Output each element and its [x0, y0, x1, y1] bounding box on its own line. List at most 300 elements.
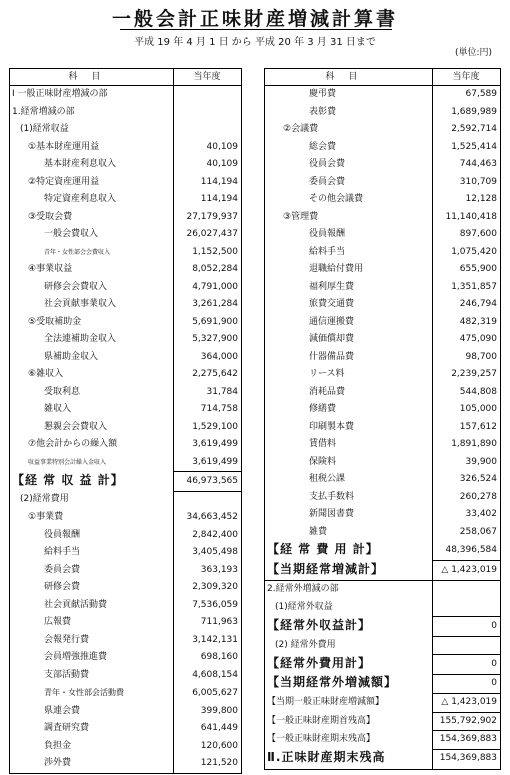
row-amount: 363,193 [200, 564, 238, 575]
table-row [10, 104, 242, 122]
left-rows [10, 86, 242, 774]
row-label-text: 什器備品費 [309, 351, 355, 362]
row-label [10, 191, 174, 209]
row-amount: 26,027,437 [186, 229, 238, 239]
row-label [265, 617, 433, 637]
row-label-text: 【当期経常外増減額】 [267, 675, 398, 689]
row-amount [174, 86, 242, 104]
row-label [10, 121, 174, 139]
row-label-text: 負担金 [44, 740, 72, 751]
row-label-text: 【経常外収益計】 [267, 617, 372, 632]
row-label-text: 会報発行費 [44, 634, 90, 645]
table-row [265, 174, 501, 192]
row-amount: 1,891,890 [451, 439, 497, 449]
row-label [265, 674, 433, 694]
row-label [10, 384, 174, 402]
row-label [265, 121, 433, 139]
unit-label: (単位:円) [454, 48, 492, 58]
row-label [10, 209, 174, 227]
row-label-text: (2) 経常外費用 [275, 639, 336, 650]
row-amount: 48,396,584 [445, 544, 497, 555]
row-amount: 258,067 [459, 526, 497, 537]
table-row [265, 366, 501, 384]
row-label-text: 雑費 [309, 526, 328, 537]
table-row [10, 703, 242, 721]
row-amount: 1,351,857 [451, 281, 497, 292]
row-label [265, 541, 433, 561]
row-label-text: ⑦他会計からの繰入額 [28, 439, 118, 449]
row-label-text: 【当期経常増減計】 [267, 561, 385, 576]
table-row [265, 581, 501, 599]
row-label [265, 331, 433, 349]
row-amount: 641,449 [200, 723, 238, 733]
row-label [10, 544, 174, 562]
row-label [10, 139, 174, 157]
row-label [10, 314, 174, 332]
table-row [265, 694, 501, 713]
table-row [265, 191, 501, 209]
row-label [265, 156, 433, 174]
row-amount: 12,128 [465, 194, 497, 204]
row-label [10, 755, 174, 773]
row-label [10, 226, 174, 244]
table-row [10, 244, 242, 262]
row-amount: 7,536,059 [192, 599, 238, 610]
table-row [265, 541, 501, 561]
statement-table-left [9, 68, 242, 774]
row-amount: 3,405,498 [192, 547, 238, 557]
row-label [265, 489, 433, 507]
row-label [10, 667, 174, 685]
row-label-text: 受取利息 [44, 386, 81, 397]
row-label [10, 684, 174, 703]
row-label-text: 旅費交通費 [309, 299, 355, 309]
row-amount [174, 491, 242, 509]
row-label-text: 退職給付費用 [309, 264, 364, 274]
row-label [265, 599, 433, 617]
row-amount: 40,109 [206, 159, 238, 169]
table-row [10, 226, 242, 244]
row-label-text: 賃借料 [309, 439, 337, 449]
row-label-text: 会員増強推進費 [44, 652, 108, 662]
table-header [10, 69, 242, 86]
row-amount: 364,000 [200, 351, 238, 362]
row-label-text: 一般会費収入 [44, 229, 99, 239]
row-amount: 1,525,414 [451, 141, 497, 152]
table-row [265, 489, 501, 507]
row-label-text: 総会費 [309, 141, 337, 152]
row-amount [433, 636, 501, 655]
row-label-text: 渉外費 [44, 758, 72, 768]
row-label-text: ②特定資産運用益 [28, 176, 100, 187]
row-label-text: ①基本財産運用益 [28, 141, 100, 152]
row-label [265, 401, 433, 419]
row-label [10, 436, 174, 454]
row-label [265, 694, 433, 713]
table-row [265, 279, 501, 297]
row-label-text: 懇親会会費収入 [44, 421, 108, 432]
table-row [10, 209, 242, 227]
table-row [265, 471, 501, 489]
row-label-text: 1.経常増減の部 [12, 106, 75, 117]
row-label [265, 655, 433, 675]
table-row [265, 419, 501, 437]
row-label-text: 役員会費 [309, 159, 346, 169]
row-label-text: 【経 常 収 益 計】 [12, 472, 124, 487]
table-row [10, 384, 242, 402]
row-label [10, 349, 174, 367]
table-row [265, 209, 501, 227]
row-label-text: (1)経常収益 [20, 124, 69, 134]
row-label-text: (1)経常外収益 [275, 601, 333, 612]
row-label-text: ②会議費 [283, 124, 319, 134]
row-label-text: (2)経常費用 [20, 494, 69, 505]
row-label-text: 給料手当 [309, 246, 346, 257]
row-amount: 34,663,452 [186, 512, 238, 522]
row-label-text: 支部活動費 [44, 669, 90, 680]
row-amount: 27,179,937 [186, 211, 238, 222]
table-row [265, 226, 501, 244]
row-label [265, 712, 433, 731]
row-label-text: 基本財産利息収入 [44, 159, 117, 169]
row-label-text: 委員会費 [44, 564, 81, 575]
table-row [10, 597, 242, 615]
table-row [10, 296, 242, 314]
row-label-text: 収益事業特別会計繰入金収入 [28, 458, 107, 466]
table-row [265, 506, 501, 524]
row-label [265, 296, 433, 314]
table-row [10, 191, 242, 209]
row-amount: 67,589 [465, 89, 497, 99]
row-amount: 4,608,154 [192, 669, 238, 680]
row-label [265, 261, 433, 279]
row-amount: 8,052,284 [192, 264, 238, 274]
header-amount: 当年度 [433, 69, 501, 86]
table-row [265, 139, 501, 157]
row-label-text: 【当期一般正味財産増減額】 [267, 697, 385, 707]
row-label [265, 454, 433, 472]
row-amount: 31,784 [206, 386, 238, 397]
row-amount: 744,463 [459, 159, 497, 169]
table-row [10, 419, 242, 437]
row-amount: 11,140,418 [445, 211, 497, 222]
row-label-text: Ⅱ.正味財産期末残高 [267, 750, 386, 764]
row-amount: 3,619,499 [192, 456, 238, 467]
row-label-text: 社会貢献事業収入 [44, 299, 117, 309]
row-amount: △ 1,423,019 [433, 561, 501, 581]
table-row [265, 454, 501, 472]
table-row [265, 561, 501, 581]
row-amount: 698,160 [200, 652, 238, 662]
row-label [10, 296, 174, 314]
row-label [265, 191, 433, 209]
row-amount: 655,900 [459, 264, 497, 274]
row-amount: 399,800 [200, 705, 238, 716]
row-label-text: その他会議費 [309, 194, 364, 204]
row-label-text: 青年・女性部会活動費 [44, 688, 124, 697]
table-row [265, 349, 501, 367]
row-label-text: 特定資産利息収入 [44, 194, 117, 204]
row-amount [174, 121, 242, 139]
row-label [265, 749, 433, 769]
table-row [10, 121, 242, 139]
row-label-text: 2.経常外増減の部 [267, 584, 339, 594]
row-label-text: ⑥雑収入 [28, 369, 64, 379]
header-amount: 当年度 [174, 69, 242, 86]
row-label-text: 通信運搬費 [309, 316, 355, 327]
row-label [10, 703, 174, 721]
table-row [265, 599, 501, 617]
table-row [10, 614, 242, 632]
row-label-text: 印刷製本費 [309, 421, 355, 432]
statement-table-right [264, 68, 501, 770]
table-row [10, 527, 242, 545]
table-row [10, 454, 242, 472]
row-label-text: 青年・女性部会会費収入 [44, 248, 111, 256]
row-label [265, 209, 433, 227]
table-row [10, 349, 242, 367]
row-amount: 0 [433, 674, 501, 694]
row-label-text: 調査研究費 [44, 723, 90, 733]
row-label-text: 【経 常 費 用 計】 [267, 542, 379, 556]
row-label [10, 527, 174, 545]
row-label [265, 419, 433, 437]
row-amount: 114,194 [200, 176, 238, 187]
table-row [10, 509, 242, 527]
row-label [10, 244, 174, 262]
table-row [10, 667, 242, 685]
row-label-text: 修繕費 [309, 404, 337, 414]
row-label [10, 454, 174, 472]
row-label-text: 新聞図書費 [309, 509, 355, 519]
row-label [10, 174, 174, 192]
row-amount: 4,791,000 [192, 281, 238, 292]
row-label-text: 【一般正味財産期首残高】 [267, 715, 376, 726]
row-label [265, 506, 433, 524]
table-row [10, 86, 242, 104]
row-label [10, 597, 174, 615]
row-amount: 3,261,284 [192, 299, 238, 309]
title-underline [120, 29, 392, 30]
row-label [10, 419, 174, 437]
row-label [265, 349, 433, 367]
table-row [10, 755, 242, 773]
row-label-text: 【一般正味財産期末残高】 [267, 734, 376, 744]
row-label-text: 租税公課 [309, 474, 346, 484]
table-row [10, 632, 242, 650]
row-amount: 120,600 [200, 740, 238, 751]
table-row [265, 655, 501, 675]
table-row [265, 314, 501, 332]
table-row [265, 121, 501, 139]
row-label [10, 331, 174, 349]
table-row [10, 401, 242, 419]
row-amount: 157,612 [459, 421, 497, 432]
table-row [10, 491, 242, 509]
row-label [265, 636, 433, 655]
table-row [10, 139, 242, 157]
table-row [265, 384, 501, 402]
row-amount: 1,529,100 [192, 421, 238, 432]
row-label-text: 県連会費 [44, 705, 81, 716]
row-amount: 98,700 [465, 351, 497, 362]
table-row [265, 712, 501, 731]
table-row [10, 472, 242, 492]
row-label [10, 579, 174, 597]
table-row [265, 731, 501, 750]
table-row [265, 617, 501, 637]
row-amount [433, 599, 501, 617]
header-item: 科目 [265, 69, 433, 86]
row-amount: 482,319 [459, 316, 497, 327]
row-label-text: 給料手当 [44, 547, 81, 557]
row-label [265, 86, 433, 104]
row-label [265, 366, 433, 384]
row-amount: 33,402 [465, 509, 497, 519]
row-label [10, 86, 174, 104]
row-amount: 2,842,400 [192, 529, 238, 540]
row-label-text: 委員会費 [309, 176, 346, 187]
row-label-text: ④事業収益 [28, 264, 73, 274]
row-amount: 155,792,902 [433, 712, 501, 731]
row-label [10, 472, 174, 492]
row-label [265, 226, 433, 244]
row-label-text: ①事業費 [28, 512, 64, 522]
row-label [265, 524, 433, 542]
table-row [265, 636, 501, 655]
row-label [10, 279, 174, 297]
table-row [10, 649, 242, 667]
row-amount: 39,900 [465, 456, 497, 467]
row-amount: 897,600 [459, 229, 497, 239]
row-amount: 1,689,989 [451, 106, 497, 117]
row-amount [433, 581, 501, 599]
table-row [10, 156, 242, 174]
table-row [265, 104, 501, 122]
row-label [10, 614, 174, 632]
row-label [10, 261, 174, 279]
row-label-text: 役員報酬 [309, 229, 346, 239]
table-row [10, 562, 242, 580]
row-amount: 1,075,420 [451, 246, 497, 257]
table-row [10, 436, 242, 454]
table-row [10, 331, 242, 349]
row-amount: 154,369,883 [433, 731, 501, 750]
row-label [265, 174, 433, 192]
row-label-text: 慶弔費 [309, 89, 337, 99]
row-amount [174, 104, 242, 122]
row-amount: 114,194 [200, 194, 238, 204]
row-label-text: 表彰費 [309, 106, 337, 117]
row-amount: 105,000 [459, 404, 497, 414]
row-amount: 260,278 [459, 491, 497, 502]
row-label-text: 保険料 [309, 456, 337, 467]
row-label [265, 139, 433, 157]
table-row [265, 331, 501, 349]
row-label [265, 731, 433, 750]
table-row [265, 86, 501, 104]
row-amount: 0 [433, 617, 501, 637]
row-label [265, 279, 433, 297]
row-label [10, 366, 174, 384]
row-amount: 3,619,499 [192, 439, 238, 449]
row-amount: 5,327,900 [192, 334, 238, 344]
row-amount: 1,152,500 [192, 246, 238, 257]
table-row [265, 244, 501, 262]
row-label-text: 役員報酬 [44, 529, 81, 540]
row-label [10, 738, 174, 756]
row-label-text: ③管理費 [283, 211, 319, 222]
row-label-text: 減価償却費 [309, 334, 355, 344]
row-label [10, 104, 174, 122]
row-label [265, 104, 433, 122]
row-label-text: 消耗品費 [309, 386, 346, 397]
table-row [10, 174, 242, 192]
table-row [265, 749, 501, 769]
row-amount: 714,758 [200, 404, 238, 414]
table-header [265, 69, 501, 86]
row-label-text: 社会貢献活動費 [44, 599, 108, 610]
row-label [10, 401, 174, 419]
row-amount: 154,369,883 [439, 753, 497, 764]
row-amount: 310,709 [459, 176, 497, 187]
row-amount: 3,142,131 [192, 634, 238, 645]
row-amount: △ 1,423,019 [433, 694, 501, 713]
row-amount: 121,520 [200, 758, 238, 768]
row-label-text: Ⅰ 一般正味財産増減の部 [12, 89, 108, 99]
row-label-text: リース料 [309, 369, 345, 379]
table-row [265, 156, 501, 174]
table-row [10, 579, 242, 597]
table-row [265, 401, 501, 419]
row-amount: 246,794 [459, 299, 497, 309]
row-label [10, 156, 174, 174]
table-row [10, 366, 242, 384]
row-label [265, 581, 433, 599]
table-row [10, 261, 242, 279]
table-row [265, 524, 501, 542]
right-rows [265, 86, 501, 770]
table-row [265, 436, 501, 454]
table-row [10, 544, 242, 562]
row-label-text: ⑤受取補助金 [28, 316, 82, 327]
row-label [265, 244, 433, 262]
header-item: 科目 [10, 69, 174, 86]
table-row [10, 684, 242, 703]
table-row [265, 296, 501, 314]
row-label [265, 471, 433, 489]
row-label-text: 福利厚生費 [309, 281, 355, 292]
row-label-text: 研修会会費収入 [44, 281, 108, 292]
row-label-text: 研修会費 [44, 582, 81, 592]
row-amount: 2,309,320 [192, 582, 238, 592]
row-label-text: 【経常外費用計】 [267, 655, 372, 670]
row-label [265, 561, 433, 581]
row-amount: 40,109 [206, 141, 238, 152]
row-label-text: 広報費 [44, 617, 72, 627]
row-amount: 46,973,565 [174, 472, 242, 492]
row-label-text: 支払手数料 [309, 491, 355, 502]
row-amount: 326,524 [459, 474, 497, 484]
table-row [10, 279, 242, 297]
table-row [265, 674, 501, 694]
row-label [265, 436, 433, 454]
row-label [10, 491, 174, 509]
row-amount: 2,239,257 [451, 369, 497, 379]
row-amount: 2,275,642 [192, 369, 238, 379]
row-amount: 5,691,900 [192, 316, 238, 327]
row-amount: 475,090 [459, 334, 497, 344]
